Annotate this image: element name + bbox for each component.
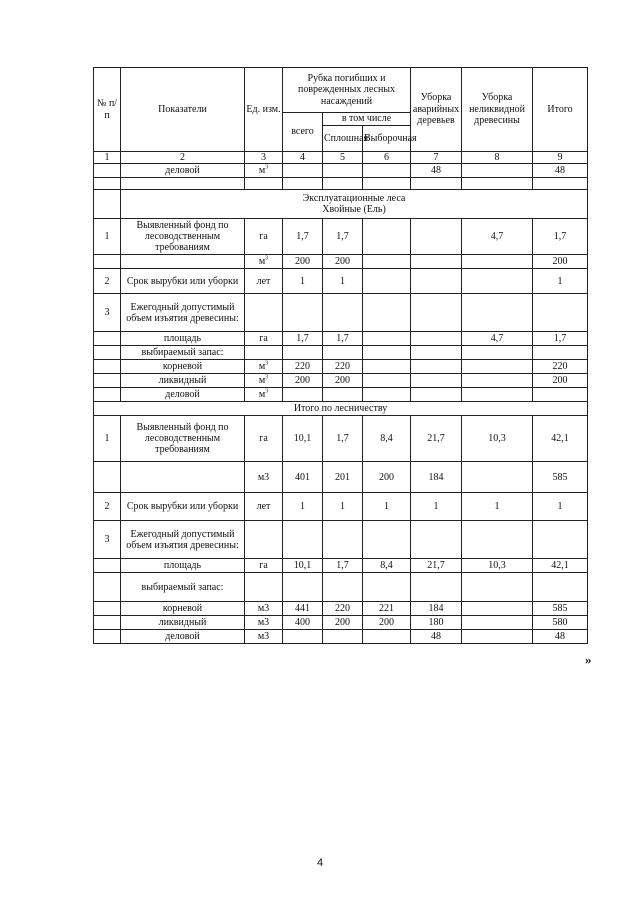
- row-unit: $м^3$: [245, 374, 283, 388]
- cell-value: 1: [363, 493, 411, 521]
- header-total-sub: всего: [283, 113, 323, 152]
- cell-value: 200: [363, 616, 411, 630]
- colnum: 2: [121, 152, 245, 164]
- colnum: 4: [283, 152, 323, 164]
- table-row: [94, 602, 588, 616]
- row-label: ликвидный: [121, 374, 245, 388]
- row-num: 3: [94, 294, 121, 332]
- cell-value: 8,4: [363, 416, 411, 462]
- row-unit: лет: [245, 269, 283, 294]
- row-label: Выявленный фонд по лесоводственным требованиям: [121, 219, 245, 255]
- table-row: [94, 630, 588, 644]
- cell-value: 1: [323, 493, 363, 521]
- row-unit: $м^3$: [245, 388, 283, 402]
- row-label: Ежегодный допустимый объем изъятия древесины:: [121, 294, 245, 332]
- table-row: [94, 521, 588, 559]
- table-row: [94, 346, 588, 360]
- header-felling-group: Рубка погибших и поврежденных лесных насаждений: [283, 68, 411, 113]
- table-row: [94, 462, 588, 493]
- cell-value: 42,1: [533, 416, 588, 462]
- cell-value: 184: [411, 462, 462, 493]
- row-num: 3: [94, 521, 121, 559]
- cell-value: 10,3: [462, 559, 533, 573]
- row-num: 1: [94, 416, 121, 462]
- table-row: [94, 388, 588, 402]
- cell-value: 1: [283, 493, 323, 521]
- row-label: Срок вырубки или уборки: [121, 269, 245, 294]
- cell-value: 1,7: [533, 332, 588, 346]
- cell-value: 1,7: [533, 219, 588, 255]
- table-row: [94, 294, 588, 332]
- header-total: Итого: [533, 68, 588, 152]
- cell-value: 1,7: [323, 559, 363, 573]
- row-label: деловой: [121, 630, 245, 644]
- cell-value: 221: [363, 602, 411, 616]
- row-label: выбираемый запас:: [121, 573, 245, 602]
- table-row: [94, 255, 588, 269]
- cell-value: 400: [283, 616, 323, 630]
- table-row: [94, 559, 588, 573]
- section-title: [121, 190, 588, 219]
- table-row: [94, 416, 588, 462]
- cell-value: 200: [283, 255, 323, 269]
- cell-value: 21,7: [411, 416, 462, 462]
- table-row: [94, 332, 588, 346]
- cell-value: 220: [533, 360, 588, 374]
- cell-value: 200: [533, 374, 588, 388]
- closing-quote: »: [585, 652, 592, 667]
- cell-value: 401: [283, 462, 323, 493]
- cell-value: 1: [533, 493, 588, 521]
- table-row: [94, 616, 588, 630]
- row-unit: га: [245, 332, 283, 346]
- cell-value: 48: [533, 164, 588, 178]
- cell-value: 180: [411, 616, 462, 630]
- cell-value: 200: [323, 374, 363, 388]
- header-unit: Ед. изм.: [245, 68, 283, 152]
- colnum: 6: [363, 152, 411, 164]
- cell-value: 1: [533, 269, 588, 294]
- row-num: 2: [94, 269, 121, 294]
- cell-value: 184: [411, 602, 462, 616]
- cell-value: 1,7: [283, 332, 323, 346]
- cell-value: 200: [283, 374, 323, 388]
- cell-value: 8,4: [363, 559, 411, 573]
- section-title: Итого по лесничеству: [94, 402, 588, 416]
- cell-value: 580: [533, 616, 588, 630]
- cell-value: 1: [323, 269, 363, 294]
- table-row: [94, 573, 588, 602]
- header-indicators: Показатели: [121, 68, 245, 152]
- cell-value: 1,7: [323, 416, 363, 462]
- row-label: Ежегодный допустимый объем изъятия древесины:: [121, 521, 245, 559]
- row-label: деловой: [121, 388, 245, 402]
- cell-value: 21,7: [411, 559, 462, 573]
- row-label: Срок вырубки или уборки: [121, 493, 245, 521]
- row-label: площадь: [121, 559, 245, 573]
- header-selective: Выборочная: [363, 126, 411, 152]
- cell-value: 220: [323, 360, 363, 374]
- row-label: корневой: [121, 360, 245, 374]
- row-unit: м3: [245, 462, 283, 493]
- cell-value: 1: [462, 493, 533, 521]
- cell-value: 200: [533, 255, 588, 269]
- cell-value: 4,7: [462, 332, 533, 346]
- row-num: 1: [94, 219, 121, 255]
- table-row: [94, 493, 588, 521]
- cell-value: 200: [323, 255, 363, 269]
- page-number: 4: [316, 857, 324, 869]
- cell-value: 10,1: [283, 559, 323, 573]
- cell-value: 1,7: [283, 219, 323, 255]
- row-num: 2: [94, 493, 121, 521]
- section-subtitle: Хвойные (Ель): [322, 204, 386, 215]
- cell-value: 1,7: [323, 332, 363, 346]
- cell-value: 48: [411, 630, 462, 644]
- row-unit: $м^3$: [245, 255, 283, 269]
- cell-value: 1: [283, 269, 323, 294]
- table-row: [94, 360, 588, 374]
- row-unit: м3: [245, 602, 283, 616]
- forestry-data-table: [93, 67, 588, 644]
- row-label: ликвидный: [121, 616, 245, 630]
- cell-value: 1: [411, 493, 462, 521]
- cell-value: 585: [533, 602, 588, 616]
- row-unit: га: [245, 416, 283, 462]
- cell-value: 585: [533, 462, 588, 493]
- row-unit: $м^3$: [245, 164, 283, 178]
- header-emergency: Уборка аварийных деревьев: [411, 68, 462, 152]
- table-row: [94, 374, 588, 388]
- cell-value: 220: [283, 360, 323, 374]
- row-unit: лет: [245, 493, 283, 521]
- cell-value: 441: [283, 602, 323, 616]
- row-label: корневой: [121, 602, 245, 616]
- cell-value: 4,7: [462, 219, 533, 255]
- cell-value: 10,1: [283, 416, 323, 462]
- colnum: 5: [323, 152, 363, 164]
- cell-value: 48: [411, 164, 462, 178]
- header-clear: Сплошная: [323, 126, 363, 152]
- colnum: 8: [462, 152, 533, 164]
- cell-value: 200: [323, 616, 363, 630]
- cell-value: 200: [363, 462, 411, 493]
- row-label: Выявленный фонд по лесоводственным требованиям: [121, 416, 245, 462]
- row-label: выбираемый запас:: [121, 346, 245, 360]
- header-incl: в том числе: [323, 113, 411, 126]
- colnum: 7: [411, 152, 462, 164]
- colnum: 3: [245, 152, 283, 164]
- header-num: № п/п: [94, 68, 121, 152]
- table-row: [94, 269, 588, 294]
- table-row: [94, 164, 588, 178]
- colnum: 9: [533, 152, 588, 164]
- cell-value: 1,7: [323, 219, 363, 255]
- cell-value: 220: [323, 602, 363, 616]
- row-unit: га: [245, 559, 283, 573]
- section-title-line1: Эксплуатационные леса: [302, 193, 406, 204]
- row-unit: м3: [245, 630, 283, 644]
- cell-value: 10,3: [462, 416, 533, 462]
- row-label: площадь: [121, 332, 245, 346]
- cell-value: 48: [533, 630, 588, 644]
- colnum: 1: [94, 152, 121, 164]
- cell-value: 42,1: [533, 559, 588, 573]
- row-unit: $м^3$: [245, 360, 283, 374]
- header-nonliquid: Уборка неликвидной древесины: [462, 68, 533, 152]
- cell-value: 201: [323, 462, 363, 493]
- row-unit: м3: [245, 616, 283, 630]
- table-row: [94, 219, 588, 255]
- row-unit: га: [245, 219, 283, 255]
- row-label: деловой: [121, 164, 245, 178]
